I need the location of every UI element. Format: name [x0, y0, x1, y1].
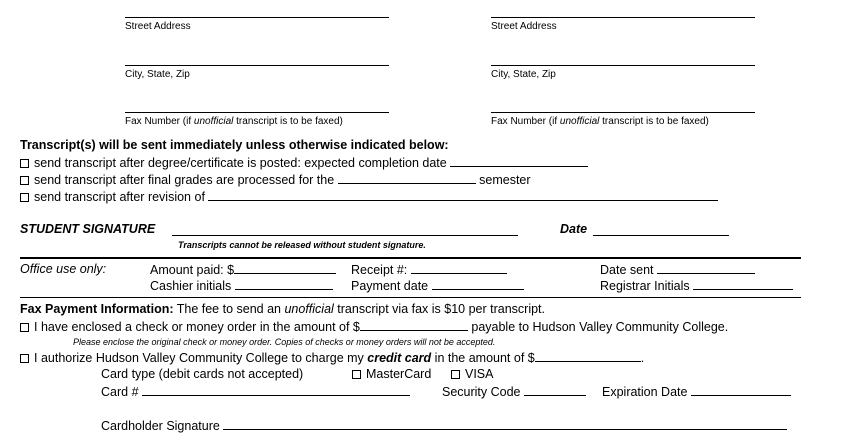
cardholder-signature: [101, 418, 787, 433]
city-label-left: City, State, Zip: [125, 69, 190, 80]
fax-label-left: [125, 116, 343, 127]
cashier-initials-field[interactable]: [235, 278, 333, 290]
receipt-field[interactable]: [411, 262, 507, 274]
option-degree: [20, 155, 588, 170]
fax-label-left-post: transcript is to be faxed): [233, 116, 343, 127]
option-revision-label: send transcript after revision of: [34, 190, 205, 204]
authorize-pre: I authorize Hudson Valley Community College to charge my: [34, 351, 368, 365]
enclosed-label: I have enclosed a check or money order in the amount of $: [34, 320, 360, 334]
date-label: Date: [560, 222, 588, 236]
checkbox-visa[interactable]: [451, 370, 460, 379]
office-use-label: Office use only:: [20, 262, 107, 276]
street-line-right[interactable]: [491, 17, 755, 18]
fax-label-left-pre: Fax Number (if: [125, 116, 194, 127]
fax-label-left-em: unofficial: [193, 116, 234, 127]
city-line-left[interactable]: [125, 65, 389, 66]
fax-line-left[interactable]: [125, 112, 389, 113]
visa-option: [451, 367, 494, 381]
student-signature-label: STUDENT SIGNATURE: [20, 222, 156, 236]
registrar-initials: [600, 278, 793, 293]
street-label-left: Street Address: [125, 21, 191, 32]
amount-paid-label: Amount paid: $: [150, 263, 235, 277]
city-label-right: City, State, Zip: [491, 69, 556, 80]
checkbox-enclosed[interactable]: [20, 323, 29, 332]
fax-payment-text-post: transcript via fax is $10 per transcript.: [333, 302, 546, 316]
signature-note: Transcripts cannot be released without student signature.: [178, 240, 426, 250]
option-revision: [20, 189, 718, 204]
office-bottom-rule: [20, 297, 801, 298]
date-line[interactable]: [593, 235, 729, 236]
authorize-mid: in the amount of $: [431, 351, 535, 365]
fax-label-right: [491, 116, 709, 127]
authorize-amount-field[interactable]: [535, 350, 641, 362]
date-sent-field[interactable]: [657, 262, 755, 274]
enclosed-option: [20, 319, 728, 334]
authorize-option: [20, 350, 644, 365]
registrar-initials-label: Registrar Initials: [600, 279, 690, 293]
payment-date-label: Payment date: [351, 279, 429, 293]
authorize-em: credit card: [367, 351, 432, 365]
checkbox-degree[interactable]: [20, 159, 29, 168]
visa-label: VISA: [465, 367, 494, 381]
city-line-right[interactable]: [491, 65, 755, 66]
enclosed-suffix: payable to Hudson Valley Community College.: [471, 320, 729, 334]
fax-payment-info: [20, 302, 545, 316]
card-number: [101, 384, 410, 399]
amount-paid: [150, 262, 336, 277]
payment-date: [351, 278, 524, 293]
authorize-end: .: [640, 351, 645, 365]
amount-paid-field[interactable]: [234, 262, 336, 274]
enclose-note: Please enclose the original check or money order. Copies of checks or money orders will not be accepted.: [73, 337, 496, 347]
security-code-field[interactable]: [524, 384, 586, 396]
transcript-heading: Transcript(s) will be sent immediately unless otherwise indicated below:: [20, 138, 449, 152]
student-signature-line[interactable]: [172, 235, 518, 236]
cardholder-signature-label: Cardholder Signature: [101, 419, 220, 433]
option-grades-label: send transcript after final grades are processed for the: [34, 173, 335, 187]
date-sent-label: Date sent: [600, 263, 654, 277]
date-sent: [600, 262, 755, 277]
receipt: [351, 262, 507, 277]
payment-date-field[interactable]: [432, 278, 524, 290]
fax-payment-text-pre: The fee to send an: [173, 302, 285, 316]
checkbox-grades[interactable]: [20, 176, 29, 185]
cashier-initials: [150, 278, 333, 293]
option-grades-suffix: semester: [479, 173, 531, 187]
card-type-label: Card type (debit cards not accepted): [101, 367, 304, 381]
receipt-label: Receipt #:: [351, 263, 408, 277]
fax-label-right-pre: Fax Number (if: [491, 116, 560, 127]
expiration-date-label: Expiration Date: [602, 385, 688, 399]
expiration-date: [602, 384, 791, 399]
revision-field[interactable]: [208, 189, 718, 201]
mastercard-option: [352, 367, 431, 381]
checkbox-revision[interactable]: [20, 193, 29, 202]
card-number-field[interactable]: [142, 384, 410, 396]
office-top-rule: [20, 257, 801, 259]
street-line-left[interactable]: [125, 17, 389, 18]
option-degree-label: send transcript after degree/certificate is posted: expected completion date: [34, 156, 447, 170]
fax-label-right-em: unofficial: [559, 116, 600, 127]
security-code: [442, 384, 586, 399]
mastercard-label: MasterCard: [366, 367, 432, 381]
expiration-date-field[interactable]: [691, 384, 791, 396]
option-grades: [20, 172, 531, 187]
street-label-right: Street Address: [491, 21, 557, 32]
security-code-label: Security Code: [442, 385, 521, 399]
fax-label-right-post: transcript is to be faxed): [599, 116, 709, 127]
fax-payment-text-em: unofficial: [284, 302, 334, 316]
enclosed-amount-field[interactable]: [360, 319, 468, 331]
cashier-initials-label: Cashier initials: [150, 279, 232, 293]
card-number-label: Card #: [101, 385, 139, 399]
registrar-initials-field[interactable]: [693, 278, 793, 290]
semester-field[interactable]: [338, 172, 476, 184]
fax-payment-heading: Fax Payment Information:: [20, 302, 174, 316]
checkbox-mastercard[interactable]: [352, 370, 361, 379]
fax-line-right[interactable]: [491, 112, 755, 113]
cardholder-signature-field[interactable]: [223, 418, 787, 430]
completion-date-field[interactable]: [450, 155, 588, 167]
checkbox-authorize[interactable]: [20, 354, 29, 363]
